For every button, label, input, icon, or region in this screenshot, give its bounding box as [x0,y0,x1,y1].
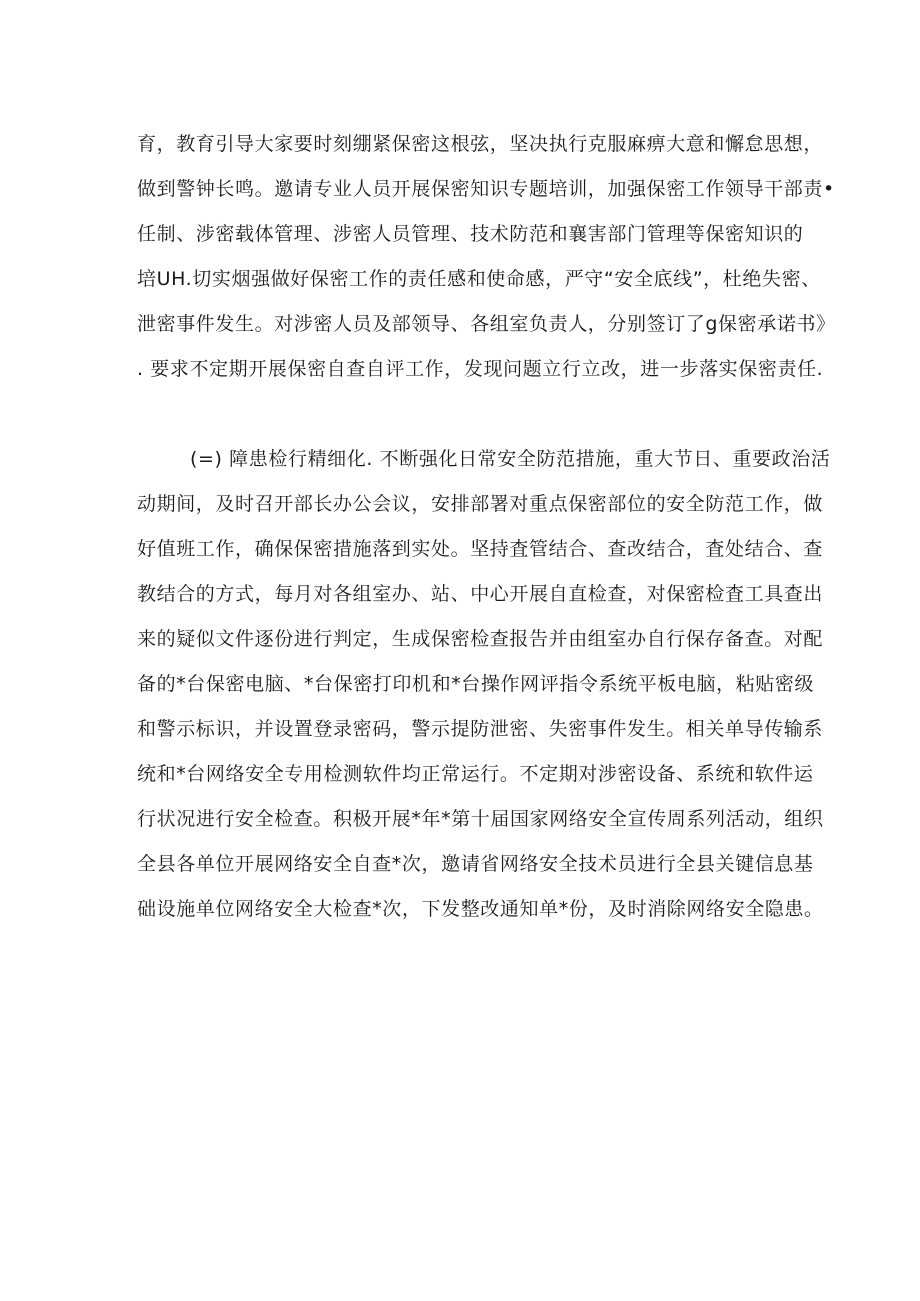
text-line: 泄密事件发生。对涉密人员及部领导、各组室负责人，分别签订了g保密承诺书》 [137,313,836,335]
text-line: 和警示标识，并设置登录密码，警示提防泄密、失密事件发生。相关单导传输系 [137,718,824,740]
text-line: 来的疑似文件逐份进行判定，生成保密检查报告并由组室办自行保存备查。对配 [137,628,824,650]
text-line: 任制、涉密载体管理、涉密人员管理、技术防范和襄害部门管理等保密知识的 [137,223,804,245]
text-line: 做到警钟长鸣。邀请专业人员开展保密知识专题培训，加强保密工作领导干部责• [137,178,835,200]
text-line: 础设施单位网络安全大检查*次，下发整改通知单*份，及时消除网络安全隐患。 [137,898,824,920]
text-line: (=) 障患检行精细化. 不断强化日常安全防范措施，重大节日、重要政治活 [190,448,831,470]
text-line: 全县各单位开展网络安全自查*次，邀请省网络安全技术员进行全县关键信息基 [137,853,814,875]
text-line: 培UH.切实烟强做好保密工作的责任感和使命感，严守“安全底线”，杜绝失密、 [137,268,821,290]
text-line: 行状况进行安全检查。积极开展*年*第十届国家网络安全宣传周系列活动，组织 [137,808,824,830]
text-line: 备的*台保密电脑、*台保密打印机和*台操作网评指令系统平板电脑，粘贴密级 [137,673,815,695]
text-line: 好值班工作，确保保密措施落到实处。坚持査管结合、查改结合，査处结合、查 [137,538,824,560]
text-line: . 要求不定期开展保密自查自评工作，发现问题立行立改，进一步落实保密责任. [137,358,824,380]
text-line: 育，教育引导大家要时刻绷紧保密这根弦，坚决执行克服麻痹大意和懈怠思想， [137,133,824,155]
text-line: 统和*台网络安全专用检测软件均正常运行。不定期对涉密设备、系统和软件运 [137,763,814,785]
text-line: 教结合的方式，每月对各组室办、站、中心开展自直检查，对保密检査工具查出 [137,583,824,605]
text-line: 动期间，及时召开部长办公会议，安排部署对重点保密部位的安全防范工作，做 [137,493,824,515]
